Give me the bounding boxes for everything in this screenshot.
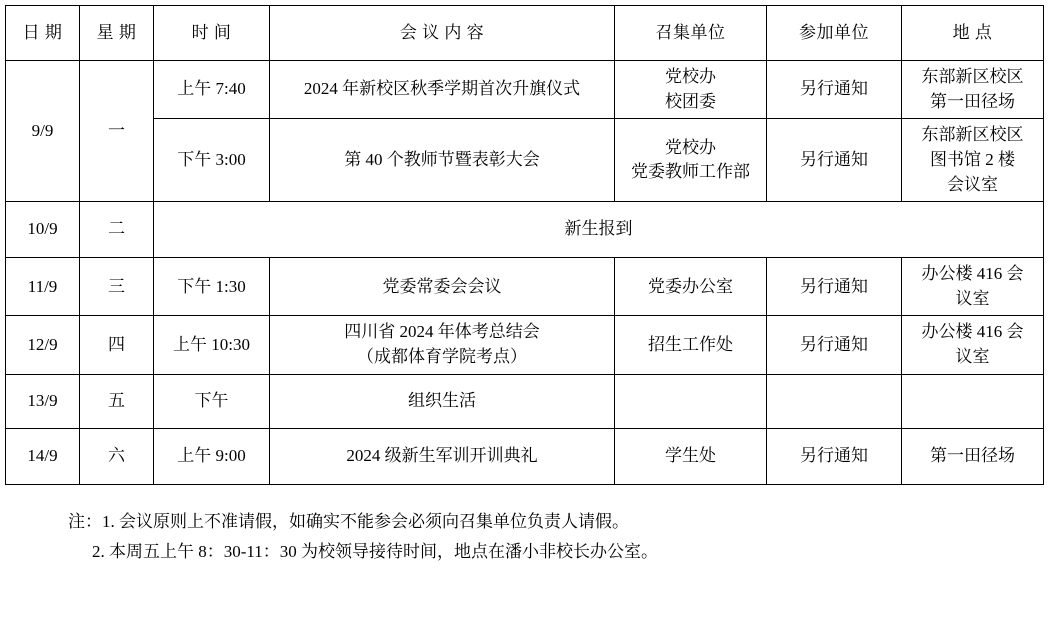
cell-time: 上午 7:40	[154, 61, 270, 119]
header-convener: 召集单位	[615, 6, 767, 61]
cell-convener-line: 党委教师工作部	[631, 162, 750, 182]
cell-time: 上午 9:00	[154, 428, 270, 484]
cell-date: 14/9	[6, 428, 80, 484]
cell-week: 三	[80, 258, 154, 316]
cell-convener: 招生工作处	[615, 316, 767, 374]
cell-attendees	[767, 374, 902, 428]
table-row	[6, 202, 1044, 258]
cell-content: 组织生活	[270, 374, 615, 428]
cell-date: 9/9	[6, 61, 80, 202]
table-row	[6, 61, 1044, 119]
cell-content: 第 40 个教师节暨表彰大会	[270, 119, 615, 202]
cell-convener: 党委办公室	[615, 258, 767, 316]
cell-week: 二	[80, 202, 154, 258]
cell-place-line: 议室	[955, 288, 990, 308]
header-week: 星 期	[80, 6, 154, 61]
cell-content: 2024 年新校区秋季学期首次升旗仪式	[270, 61, 615, 119]
cell-place-line: 图书馆 2 楼	[930, 149, 1015, 169]
header-date: 日 期	[6, 6, 80, 61]
cell-week: 六	[80, 428, 154, 484]
header-content: 会 议 内 容	[270, 6, 615, 61]
cell-full-row-note: 新生报到	[154, 202, 1044, 258]
cell-week: 一	[80, 61, 154, 202]
cell-date: 10/9	[6, 202, 80, 258]
cell-time: 下午 3:00	[154, 119, 270, 202]
table-body	[6, 61, 1044, 485]
table-row	[6, 428, 1044, 484]
cell-place-line: 东部新区校区	[921, 125, 1024, 145]
cell-week: 四	[80, 316, 154, 374]
cell-place	[902, 316, 1044, 374]
cell-place-line: 办公楼 416 会	[921, 322, 1024, 342]
table-row	[6, 119, 1044, 202]
cell-content	[270, 316, 615, 374]
table-row	[6, 316, 1044, 374]
cell-content-line: 四川省 2024 年体考总结会	[344, 322, 540, 342]
table-header	[6, 6, 1044, 61]
cell-place-line: 会议室	[947, 174, 998, 194]
cell-place-line: 办公楼 416 会	[921, 264, 1024, 284]
cell-week: 五	[80, 374, 154, 428]
cell-convener-line: 党校办	[665, 67, 716, 86]
cell-attendees: 另行通知	[767, 119, 902, 202]
cell-date: 13/9	[6, 374, 80, 428]
cell-attendees: 另行通知	[767, 428, 902, 484]
cell-place-line: 第一田径场	[930, 91, 1015, 111]
cell-convener	[615, 119, 767, 202]
header-place: 地 点	[902, 6, 1044, 61]
cell-content-line: （成都体育学院考点）	[357, 347, 527, 367]
cell-attendees: 另行通知	[767, 258, 902, 316]
cell-attendees: 另行通知	[767, 61, 902, 119]
header-attendees: 参加单位	[767, 6, 902, 61]
cell-convener-line: 校团委	[665, 91, 716, 111]
header-time: 时 间	[154, 6, 270, 61]
cell-place	[902, 61, 1044, 119]
cell-time: 下午	[154, 374, 270, 428]
cell-attendees: 另行通知	[767, 316, 902, 374]
cell-convener	[615, 374, 767, 428]
table-row	[6, 374, 1044, 428]
cell-date: 11/9	[6, 258, 80, 316]
cell-convener: 学生处	[615, 428, 767, 484]
table-row	[6, 258, 1044, 316]
cell-time: 上午 10:30	[154, 316, 270, 374]
cell-place-line: 议室	[955, 347, 990, 367]
footnotes	[0, 507, 1048, 567]
cell-place-line: 东部新区校区	[921, 67, 1024, 86]
meeting-schedule-table	[5, 5, 1044, 485]
cell-convener-line: 党校办	[665, 137, 716, 157]
meeting-schedule-page	[0, 5, 1048, 622]
cell-place	[902, 119, 1044, 202]
cell-content: 党委常委会会议	[270, 258, 615, 316]
cell-time: 下午 1:30	[154, 258, 270, 316]
cell-place	[902, 374, 1044, 428]
cell-convener	[615, 61, 767, 119]
footnote-line-1: 注：1. 会议原则上不准请假，如确实不能参会必须向召集单位负责人请假。	[68, 511, 629, 531]
cell-date: 12/9	[6, 316, 80, 374]
cell-content: 2024 级新生军训开训典礼	[270, 428, 615, 484]
footnote-line-2: 2. 本周五上午 8：30-11：30 为校领导接待时间，地点在潘小非校长办公室。	[92, 541, 659, 561]
header-row	[6, 6, 1044, 61]
cell-place: 第一田径场	[902, 428, 1044, 484]
cell-place	[902, 258, 1044, 316]
